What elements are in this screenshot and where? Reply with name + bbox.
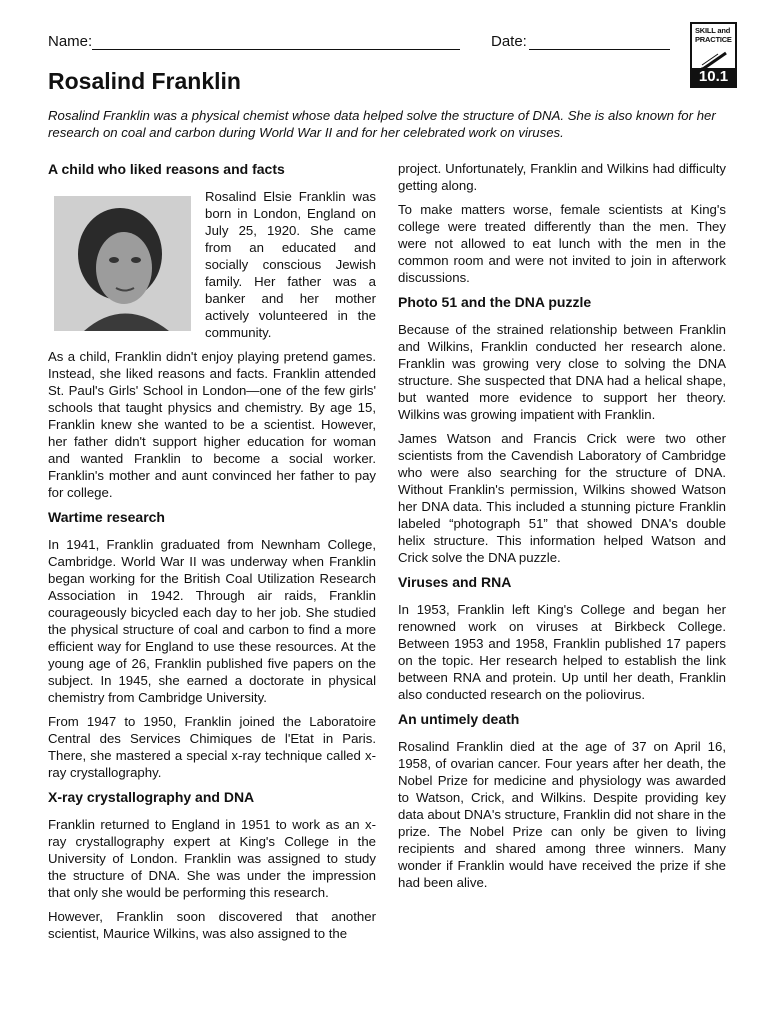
paragraph-wartime-2: From 1947 to 1950, Franklin joined the Laboratoire Central des Services Chimiques de l'Etat in Paris. There, she mastered a special x-ray technique called x-ray crystallography. bbox=[48, 714, 376, 780]
portrait-image bbox=[54, 196, 191, 331]
section-heading-death: An untimely death bbox=[398, 711, 520, 727]
date-blank-line bbox=[529, 49, 670, 50]
date-label: Date: bbox=[491, 33, 527, 50]
section-heading-photo51: Photo 51 and the DNA puzzle bbox=[398, 294, 592, 310]
paragraph-xray-1: Franklin returned to England in 1951 to work as an x-ray crystallography expert at King's College in the University of London. Franklin was assigned to study the structure of DNA. She was under the impression that only she would be performing this research. bbox=[48, 817, 376, 900]
paragraph-continued: project. Unfortunately, Franklin and Wilkins had difficulty getting along. bbox=[398, 161, 726, 193]
section-heading-xray: X-ray crystallography and DNA bbox=[48, 789, 255, 805]
badge-label bbox=[695, 26, 732, 44]
intro-paragraph: Rosalind Franklin was a physical chemist whose data helped solve the structure of DNA. She is also known for her research on coal and carbon during World War II and for her celebrated work on viruses. bbox=[48, 108, 716, 140]
worksheet-header bbox=[48, 33, 688, 55]
skill-practice-badge bbox=[690, 22, 737, 88]
page-title: Rosalind Franklin bbox=[48, 68, 241, 94]
badge-number: 10.1 bbox=[692, 68, 735, 86]
name-label: Name: bbox=[48, 33, 93, 50]
paragraph-death: Rosalind Franklin died at the age of 37 on April 16, 1958, of ovarian cancer. Four years after her death, the Nobel Prize for medicine and physiology was awarded to Watson, Crick, and Wilkins. Despite providing key data about DNA's structure, Franklin did not share in the prize. The Nobel Prize can only be given to living recipients and shared among three winners. Many wonder if Franklin would have received the prize if she had been alive. bbox=[398, 739, 726, 890]
badge-label-line2: PRACTICE bbox=[695, 35, 732, 44]
paragraph-photo51-1: Because of the strained relationship between Franklin and Wilkins, Franklin conducted her research alone. Franklin was growing very close to solving the DNA structure. She suspected that DNA had a helical shape, but wanted more evidence to support her theory. Wilkins was growing impatient with Franklin. bbox=[398, 322, 726, 422]
paragraph-viruses: In 1953, Franklin left King's College and began her renowned work on viruses at Birkbeck College. Between 1953 and 1958, Franklin published 17 papers on the topic. Her research helped to establish the link between RNA and protein. Up until her death, Franklin also conducted research on the poliovirus. bbox=[398, 602, 726, 702]
badge-label-line1: SKILL and bbox=[695, 26, 731, 35]
left-column bbox=[48, 160, 376, 949]
section-heading-wartime: Wartime research bbox=[48, 509, 165, 525]
paragraph-photo51-2: James Watson and Francis Crick were two other scientists from the Cavendish Laboratory of Cambridge who were also searching for the structure of DNA. Without Franklin's permission, Wilkins showed Watson her DNA data. This included a stunning picture Franklin labeled “photograph 51” that showed DNA's double helix structure. This information helped Watson and Crick solve the DNA puzzle. bbox=[398, 431, 726, 565]
portrait-photo bbox=[54, 196, 191, 331]
paragraph-child-1: Rosalind Elsie Franklin was born in London, England on July 25, 1920. She came from an educated and socially conscious Jewish family. Her father was a banker and her mother actively volunteered in the community. bbox=[205, 189, 376, 340]
paragraph-child-2: As a child, Franklin didn't enjoy playing pretend games. Instead, she liked reasons and facts. Franklin attended St. Paul's Girls' School in London—one of the few girls' schools that taught physics and chemistry. By age 15, Franklin knew she wanted to be a scientist. However, her father didn't support higher education for woman and wanted Franklin to become a social worker. Franklin's mother and aunt convinced her father to pay for college. bbox=[48, 349, 376, 500]
paragraph-wartime-1: In 1941, Franklin graduated from Newnham College, Cambridge. World War II was underway when Franklin began working for the British Coal Utilization Research Association in 1942. Through air raids, Franklin courageously bicycled each day to her job. She studied the physical structure of coal and carbon to find a more efficient way for England to use these resources. At the young age of 26, Franklin published five papers on the subject. In 1945, she earned a doctorate in physical chemistry from Cambridge University. bbox=[48, 537, 376, 705]
name-blank-line bbox=[92, 49, 460, 50]
paragraph-worse: To make matters worse, female scientists at King's college were treated differently than the men. They were not allowed to eat lunch with the men in the common room and were not invited to join in afterwork discussions. bbox=[398, 202, 726, 285]
section-heading-viruses: Viruses and RNA bbox=[398, 574, 512, 590]
section-heading-child: A child who liked reasons and facts bbox=[48, 161, 285, 177]
right-column bbox=[398, 160, 726, 898]
paragraph-xray-2: However, Franklin soon discovered that another scientist, Maurice Wilkins, was also assigned to the bbox=[48, 909, 376, 941]
